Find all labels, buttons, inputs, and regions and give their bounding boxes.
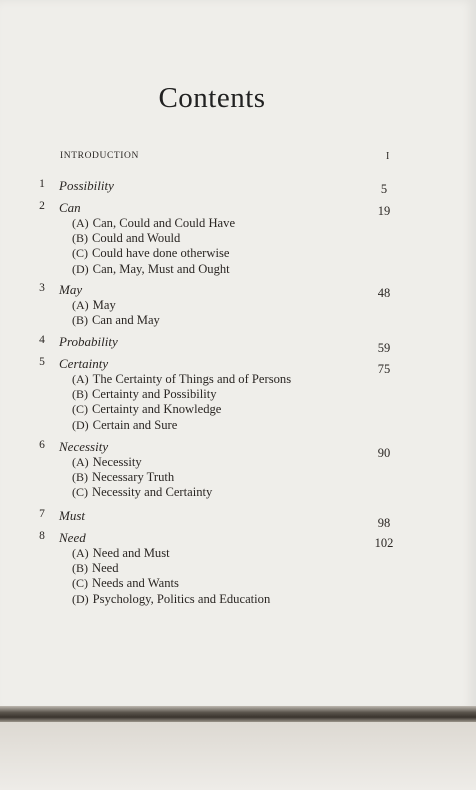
section-letter: (A): [72, 455, 89, 469]
section-entry: [72, 592, 270, 607]
section-entry: [72, 418, 291, 433]
section-title: Necessity and Certainty: [92, 485, 213, 500]
section-letter: (C): [72, 402, 88, 417]
section-title: Need: [92, 561, 119, 576]
section-list: [72, 372, 291, 433]
chapter-page-number: 90: [377, 446, 391, 460]
chapter-page-number: 48: [377, 286, 391, 300]
chapter-title: Probability: [59, 334, 118, 349]
section-letter: (C): [72, 576, 88, 591]
section-entry: [72, 262, 235, 277]
section-entry: [72, 485, 212, 500]
section-letter: (B): [72, 470, 88, 485]
section-entry: [72, 216, 235, 231]
chapter-number: 1: [39, 178, 45, 190]
section-letter: (D): [72, 591, 89, 606]
chapter-number: 6: [39, 439, 45, 451]
chapter-title: Certainty: [59, 356, 109, 371]
section-title: Can, Could and Could Have: [92, 216, 236, 230]
section-letter: (A): [72, 298, 89, 312]
section-entry: [72, 313, 160, 328]
page-title: Contents: [158, 82, 266, 114]
section-letter: (D): [72, 261, 89, 276]
section-letter: (A): [72, 216, 89, 230]
section-title: Needs and Wants: [92, 576, 179, 591]
section-letter: (A): [72, 372, 89, 386]
chapter-page-number: 102: [374, 536, 394, 550]
page-edge: [0, 706, 476, 722]
chapter-title: Possibility: [59, 178, 114, 193]
section-title: Necessary Truth: [92, 470, 175, 485]
section-letter: (B): [72, 561, 88, 576]
chapter-number: 4: [39, 334, 45, 346]
section-title: Can, May, Must and Ought: [92, 261, 230, 276]
section-title: Need and Must: [92, 546, 170, 560]
chapter-number: 8: [39, 530, 45, 542]
section-entry: [72, 470, 212, 485]
section-entry: [72, 387, 291, 402]
chapter-number: 3: [39, 282, 45, 294]
table-surface: [0, 722, 476, 790]
section-letter: (B): [72, 231, 88, 246]
section-entry: [72, 546, 270, 561]
chapter-page-number: 19: [377, 204, 391, 218]
section-letter: (A): [72, 546, 89, 560]
chapter-page-number: 5: [380, 182, 388, 196]
section-letter: (C): [72, 246, 88, 261]
section-title: Psychology, Politics and Education: [92, 591, 271, 606]
section-entry: [72, 231, 235, 246]
section-title: The Certainty of Things and of Persons: [92, 372, 292, 386]
section-title: Certainty and Possibility: [92, 387, 217, 402]
section-entry: [72, 402, 291, 417]
section-title: Necessity: [92, 455, 142, 469]
chapter-number: 2: [39, 200, 45, 212]
section-entry: [72, 246, 235, 261]
chapter-number: 7: [39, 508, 45, 520]
chapter-number: 5: [39, 356, 45, 368]
section-letter: (B): [72, 313, 88, 328]
chapter-title: Need: [59, 530, 86, 545]
chapter-title: Can: [59, 200, 81, 215]
section-list: [72, 546, 270, 607]
section-list: [72, 216, 235, 277]
section-list: [72, 455, 212, 501]
chapter-page-number: 75: [377, 362, 391, 376]
section-letter: (B): [72, 387, 88, 402]
introduction-label: INTRODUCTION: [60, 151, 139, 161]
section-letter: (D): [72, 417, 89, 432]
section-title: Certainty and Knowledge: [92, 402, 222, 417]
section-list: [72, 298, 160, 328]
section-title: Certain and Sure: [92, 417, 178, 432]
section-entry: [72, 561, 270, 576]
chapter-title: Must: [59, 508, 85, 523]
section-entry: [72, 576, 270, 591]
introduction-page-number: I: [386, 151, 390, 162]
section-entry: [72, 372, 291, 387]
chapter-title: Necessity: [59, 439, 109, 454]
section-entry: [72, 298, 160, 313]
chapter-title: May: [59, 282, 83, 297]
section-entry: [72, 455, 212, 470]
section-title: Could have done otherwise: [92, 246, 230, 261]
chapter-page-number: 59: [377, 341, 391, 355]
section-title: May: [92, 298, 116, 312]
section-title: Can and May: [92, 313, 160, 328]
section-letter: (C): [72, 485, 88, 500]
chapter-page-number: 98: [377, 516, 391, 530]
section-title: Could and Would: [92, 231, 181, 246]
